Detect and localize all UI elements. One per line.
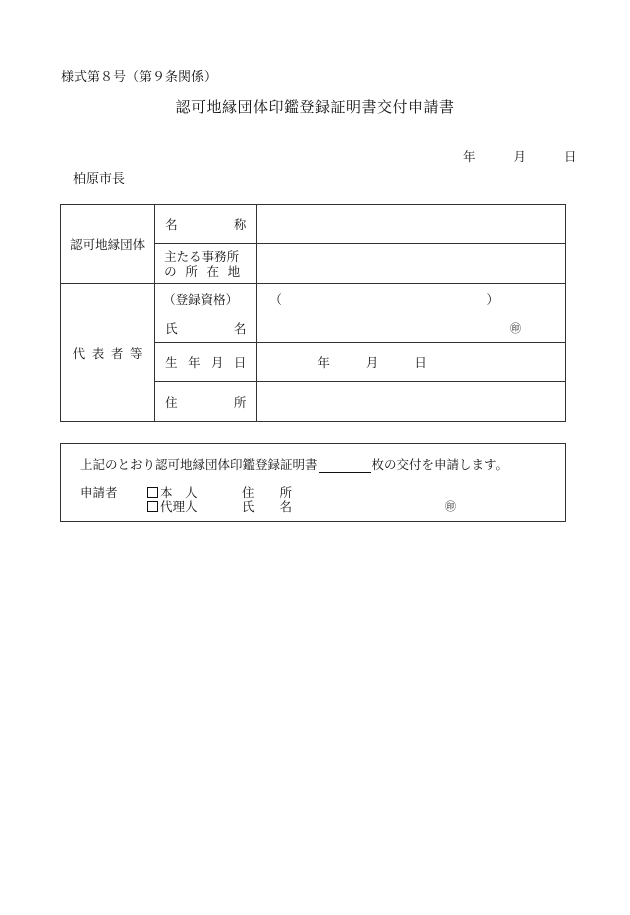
rep-char: 等	[130, 345, 143, 361]
rep-seal-row	[257, 313, 565, 342]
birth-day: 日	[414, 355, 427, 370]
checkbox-agent[interactable]	[147, 501, 158, 512]
copies-field[interactable]	[319, 459, 371, 473]
birth-char: 年	[188, 355, 201, 370]
rep-char: 代	[72, 345, 86, 361]
group-label-cell	[61, 205, 155, 284]
office-label-cell	[155, 244, 257, 284]
birth-year: 年	[317, 355, 330, 370]
registration-label: （登録資格）	[163, 291, 239, 307]
application-box	[60, 443, 566, 522]
office-char: 在	[206, 263, 219, 279]
office-char: 地	[227, 263, 241, 279]
rep-name-char: 名	[233, 320, 247, 336]
form-number: 様式第８号（第９条関係）	[61, 70, 218, 85]
option-agent-label: 代理人	[160, 499, 198, 514]
registration-table	[60, 204, 566, 422]
statement-before: 上記のとおり認可地縁団体印鑑登録証明書	[80, 457, 318, 472]
birth-char: 月	[210, 355, 224, 370]
rep-name-char: 氏	[165, 320, 178, 336]
birth-label-cell	[155, 343, 257, 382]
address-label	[155, 393, 256, 411]
date-day: 日	[563, 149, 577, 164]
office-char: の	[164, 263, 177, 279]
name-label-2: 称	[233, 217, 247, 232]
applicant-address-label: 住 所	[242, 485, 293, 500]
date-line	[463, 147, 576, 165]
paren-open: （	[269, 291, 282, 307]
applicant-name-label: 氏 名	[242, 499, 293, 514]
rep-name-label	[155, 313, 256, 342]
application-statement	[80, 455, 508, 473]
statement-after: 枚の交付を申請します。	[371, 457, 509, 472]
seal-mark: ㊞	[510, 321, 521, 335]
registration-paren	[257, 284, 565, 313]
applicant-seal-mark: ㊞	[445, 500, 456, 513]
office-label-line1: 主たる事務所	[164, 248, 240, 264]
birth-date-value	[257, 353, 565, 371]
option-self-label: 本 人	[160, 485, 198, 500]
birth-char: 生	[165, 355, 178, 370]
office-label-line2	[164, 264, 240, 279]
date-year: 年	[463, 149, 476, 164]
rep-label-cell	[61, 284, 155, 422]
rep-char: 者	[110, 345, 124, 361]
birth-char: 日	[233, 355, 247, 370]
birth-label	[155, 353, 256, 371]
birth-month: 月	[365, 355, 379, 370]
rep-label	[73, 344, 143, 362]
addressee: 柏原市長	[73, 172, 126, 187]
applicant-label: 申請者	[80, 485, 118, 500]
group-label: 認可地縁団体	[70, 237, 146, 252]
rep-address-field[interactable]	[257, 382, 566, 422]
document-title: 認可地縁団体印鑑登録証明書交付申請書	[175, 98, 455, 116]
group-name-field[interactable]	[257, 205, 566, 244]
option-agent[interactable]	[147, 497, 198, 515]
office-char: 所	[185, 263, 198, 279]
name-label-1: 名	[165, 217, 178, 232]
rep-name-field[interactable]	[257, 284, 566, 343]
birth-date-field[interactable]	[257, 343, 566, 382]
rep-char: 表	[91, 345, 105, 361]
rep-name-label-cell	[155, 284, 257, 343]
paren-close: ）	[486, 291, 499, 307]
address-label-cell	[155, 382, 257, 422]
name-label-cell	[155, 205, 257, 244]
address-char: 所	[233, 394, 247, 410]
date-month: 月	[513, 149, 526, 164]
address-char: 住	[165, 394, 178, 410]
office-address-field[interactable]	[257, 244, 566, 284]
